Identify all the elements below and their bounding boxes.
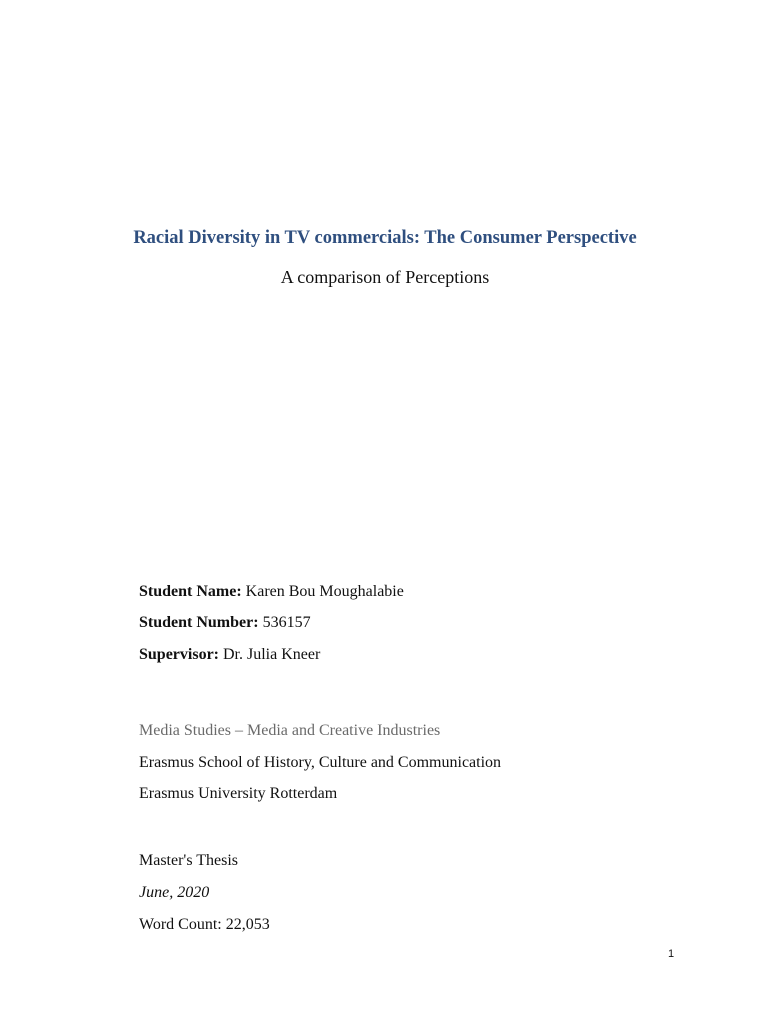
school-name: Erasmus School of History, Culture and Communication xyxy=(139,754,502,771)
program-name: Media Studies – Media and Creative Industries xyxy=(139,722,441,739)
student-name-line xyxy=(139,583,404,601)
supervisor-label: Supervisor: xyxy=(139,646,219,663)
student-number-label: Student Number: xyxy=(139,614,259,631)
university-name: Erasmus University Rotterdam xyxy=(139,785,338,802)
supervisor-line xyxy=(139,646,320,664)
student-name-value: Karen Bou Moughalabie xyxy=(245,583,404,600)
student-number-line xyxy=(139,614,311,632)
student-number-value: 536157 xyxy=(262,614,311,631)
supervisor-value: Dr. Julia Kneer xyxy=(223,646,321,663)
thesis-date: June, 2020 xyxy=(139,884,210,901)
thesis-type: Master's Thesis xyxy=(139,852,239,869)
page-number: 1 xyxy=(668,948,675,960)
thesis-subtitle: A comparison of Perceptions xyxy=(280,267,490,287)
word-count: Word Count: 22,053 xyxy=(139,916,270,933)
thesis-title: Racial Diversity in TV commercials: The Consumer Perspective xyxy=(133,228,637,248)
student-name-label: Student Name: xyxy=(139,583,242,600)
